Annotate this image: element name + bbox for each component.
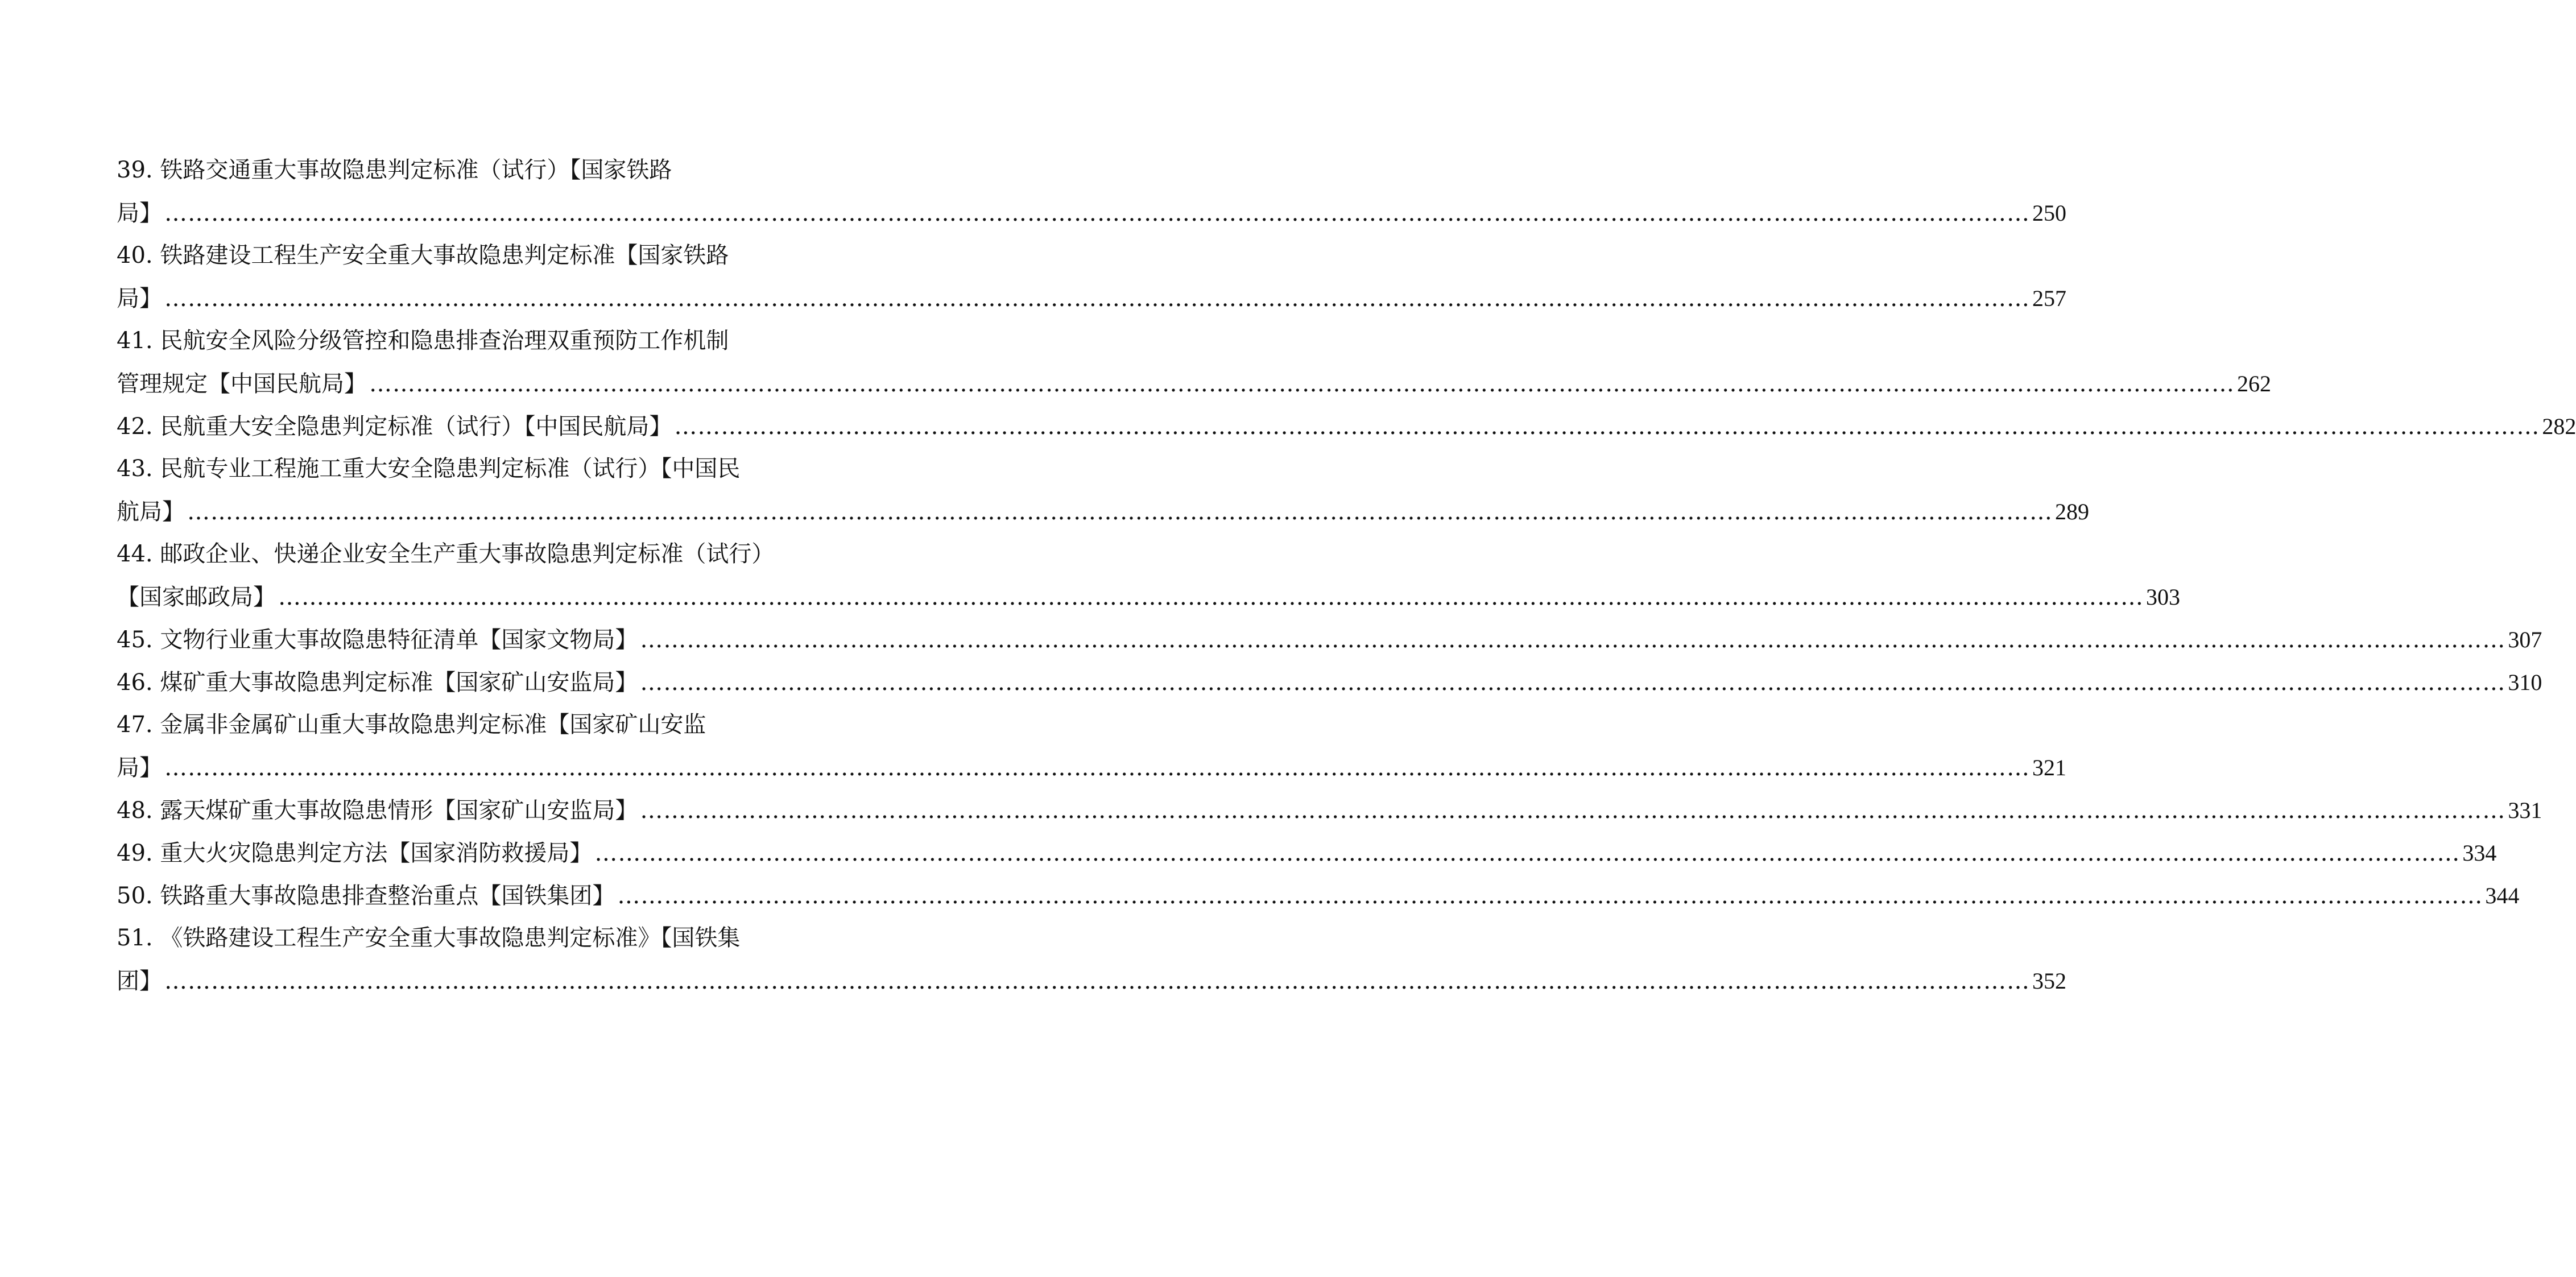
toc-entry-title: 44. 邮政企业、快递企业安全生产重大事故隐患判定标准（试行） <box>117 541 775 567</box>
page-number: 250 <box>2032 200 2066 226</box>
page-number: 321 <box>2032 755 2066 780</box>
toc-entry-leader-line <box>117 490 2089 533</box>
toc-entry-title-line <box>117 704 791 746</box>
toc-entry-leader-line <box>117 789 2542 832</box>
toc-entry[interactable] <box>117 320 2271 405</box>
toc-entry-leader-line <box>117 277 2066 320</box>
toc-entry[interactable] <box>117 149 2066 234</box>
toc-entry[interactable] <box>117 832 2497 874</box>
leader-dots: …………………………………………………………………………………………………………………………………………………………………………………………………………………… <box>640 627 2506 653</box>
leader-dots: …………………………………………………………………………………………………………………………………………………………………………………………………………………… <box>674 414 2540 440</box>
toc-entry-title: 40. 铁路建设工程生产安全重大事故隐患判定标准【国家铁路 <box>117 242 729 268</box>
toc-entry-tail: 45. 文物行业重大事故隐患特征清单【国家文物局】 <box>117 627 638 653</box>
toc-entry[interactable] <box>117 661 2542 704</box>
toc-entry-leader-line <box>117 618 2542 661</box>
page-number: 303 <box>2146 584 2180 610</box>
toc-entry-title-line <box>117 533 791 576</box>
toc-entry-tail: 48. 露天煤矿重大事故隐患情形【国家矿山安监局】 <box>117 797 638 824</box>
toc-entry-leader-line <box>117 405 2576 448</box>
toc-entry[interactable] <box>117 874 2520 917</box>
toc-entry-tail: 46. 煤矿重大事故隐患判定标准【国家矿山安监局】 <box>117 670 638 696</box>
toc-entry[interactable] <box>117 448 2089 533</box>
toc-entry-tail: 局】 <box>117 755 162 781</box>
toc-entry-leader-line <box>117 874 2520 917</box>
leader-dots: …………………………………………………………………………………………………………………………………………………………………………………………………………………… <box>278 584 2144 610</box>
page-number: 331 <box>2508 797 2542 823</box>
leader-dots: …………………………………………………………………………………………………………………………………………………………………………………………………………………… <box>164 286 2030 312</box>
toc-entry-tail: 42. 民航重大安全隐患判定标准（试行）【中国民航局】 <box>117 414 672 440</box>
toc-entry-tail: 局】 <box>117 286 162 312</box>
toc-entry-leader-line <box>117 832 2497 874</box>
toc-entry-title-line <box>117 448 791 490</box>
toc-entry-title: 43. 民航专业工程施工重大安全隐患判定标准（试行）【中国民 <box>117 456 741 482</box>
toc-entry-title: 41. 民航安全风险分级管控和隐患排查治理双重预防工作机制 <box>117 328 729 354</box>
toc-entry-title-line <box>117 320 791 362</box>
toc-entry-title: 39. 铁路交通重大事故隐患判定标准（试行）【国家铁路 <box>117 157 672 183</box>
toc-entry-leader-line <box>117 746 2066 789</box>
page-number: 344 <box>2485 883 2520 908</box>
leader-dots: …………………………………………………………………………………………………………………………………………………………………………………………………………………… <box>594 840 2461 866</box>
leader-dots: …………………………………………………………………………………………………………………………………………………………………………………………………………………… <box>369 371 2235 397</box>
toc-entry[interactable] <box>117 405 2576 448</box>
page-number: 262 <box>2237 371 2271 396</box>
page-number: 257 <box>2032 286 2066 311</box>
leader-dots: …………………………………………………………………………………………………………………………………………………………………………………………………………………… <box>617 883 2483 909</box>
toc-entry[interactable] <box>117 917 2066 1002</box>
leader-dots: …………………………………………………………………………………………………………………………………………………………………………………………………………………… <box>640 670 2506 696</box>
toc-entry[interactable] <box>117 234 2066 320</box>
toc-entry-leader-line <box>117 576 2180 618</box>
toc-entry-title-line <box>117 234 791 277</box>
page-number: 289 <box>2055 499 2089 524</box>
toc-entry-title-line <box>117 917 791 960</box>
toc-entry-tail: 局】 <box>117 200 162 226</box>
toc-entry-tail: 航局】 <box>117 499 185 525</box>
toc-entry-leader-line <box>117 960 2066 1002</box>
toc-entry-tail: 团】 <box>117 968 162 994</box>
toc-entry[interactable] <box>117 789 2542 832</box>
toc-entry-tail: 【国家邮政局】 <box>117 584 276 610</box>
toc-entry-leader-line <box>117 661 2542 704</box>
leader-dots: …………………………………………………………………………………………………………………………………………………………………………………………………………………… <box>640 797 2506 824</box>
toc-entry-tail: 49. 重大火灾隐患判定方法【国家消防救援局】 <box>117 840 593 866</box>
toc-entry-tail: 管理规定【中国民航局】 <box>117 371 367 397</box>
toc-entry-title: 51. 《铁路建设工程生产安全重大事故隐患判定标准》【国铁集 <box>117 925 741 951</box>
toc-entry-title-line <box>117 149 791 192</box>
toc-entry-leader-line <box>117 192 2066 234</box>
toc-entry-leader-line <box>117 362 2271 405</box>
page-number: 352 <box>2032 968 2066 994</box>
page-number: 282 <box>2542 414 2576 439</box>
page-number: 307 <box>2508 627 2542 652</box>
toc-entry[interactable] <box>117 533 2180 618</box>
leader-dots: …………………………………………………………………………………………………………………………………………………………………………………………………………………… <box>164 968 2030 994</box>
toc-entry-tail: 50. 铁路重大事故隐患排查整治重点【国铁集团】 <box>117 883 615 909</box>
toc-entry[interactable] <box>117 704 2066 789</box>
leader-dots: …………………………………………………………………………………………………………………………………………………………………………………………………………………… <box>164 200 2030 226</box>
page-number: 310 <box>2508 670 2542 695</box>
toc-entry[interactable] <box>117 618 2542 661</box>
leader-dots: …………………………………………………………………………………………………………………………………………………………………………………………………………………… <box>164 755 2030 781</box>
page-number: 334 <box>2462 840 2497 866</box>
toc-entry-title: 47. 金属非金属矿山重大事故隐患判定标准【国家矿山安监 <box>117 712 706 738</box>
table-of-contents <box>117 149 2576 1002</box>
leader-dots: …………………………………………………………………………………………………………………………………………………………………………………………………………………… <box>187 499 2053 525</box>
